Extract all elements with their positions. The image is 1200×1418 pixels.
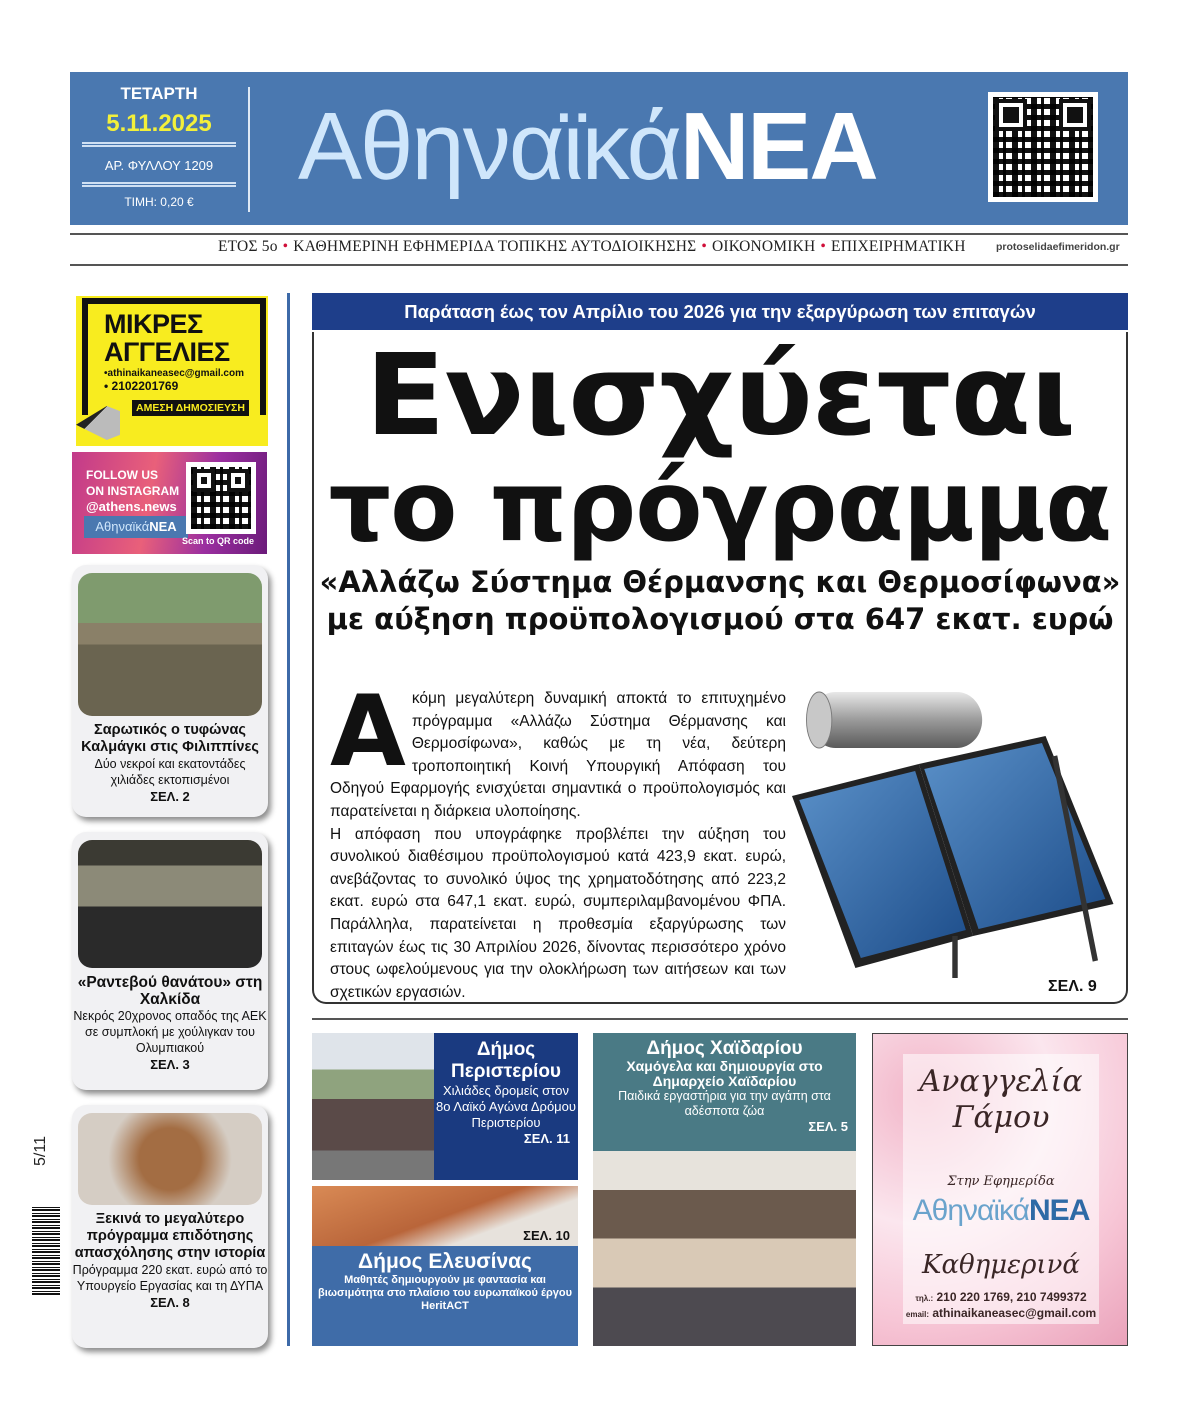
story-title: Δήμος Περιστερίου	[451, 1039, 561, 1082]
story-photo	[78, 1113, 262, 1205]
lead-body	[330, 675, 786, 1004]
story-summary: Δύο νεκροί και εκατοντάδες χιλιάδες εκτοπισμένοι	[94, 757, 246, 787]
source-watermark: protoselidaefimeridon.gr	[996, 241, 1120, 253]
scan-label: Scan to QR code	[182, 536, 255, 546]
page-ref: ΣΕΛ. 5	[808, 1119, 848, 1134]
story-summary: Χιλιάδες δρομείς στον 8ο Λαϊκό Αγώνα Δρόμου Περιστερίου	[435, 1083, 577, 1130]
sheet-number: ΑΡ. ΦΥΛΛΟΥ 1209	[104, 158, 214, 173]
solar-water-heater-image	[792, 686, 1118, 978]
divider	[70, 264, 1128, 266]
page-ref: ΣΕΛ. 10	[523, 1228, 570, 1243]
story-box	[312, 1246, 578, 1346]
ad-contact: •athinaikaneasec@gmail.com • 2102201769	[104, 368, 244, 393]
tagline: ΕΤΟΣ 5ο • ΚΑΘΗΜΕΡΙΝΗ ΕΦΗΜΕΡΙΔΑ ΤΟΠΙΚΗΣ ΑΥΤΟΔΙΟΙΚΗΣΗΣ • ΟΙΚΟΝΟΜΙΚΗ • ΕΠΙΧΕΙΡΗΜΑΤΙΚΗ	[218, 238, 966, 255]
side-story[interactable]	[72, 565, 268, 817]
story-photo	[593, 1151, 856, 1346]
story-photo	[78, 840, 262, 968]
newspaper-logo: ΑθηναϊκάΝΕΑ	[912, 1194, 1090, 1227]
lead-subhead: «Αλλάζω Σύστημα Θέρμανσης και Θερμοσίφωνα» με αύξηση προϋπολογισμού στα 647 εκατ. ευρώ	[319, 565, 1121, 636]
story-photo	[78, 573, 262, 716]
page-ref: ΣΕΛ. 2	[150, 789, 190, 804]
lead-headline: Ενισχύεται	[365, 331, 1075, 461]
ad-title: ΜΙΚΡΕΣ ΑΓΓΕΛΙΕΣ	[104, 309, 230, 367]
newspaper-logo[interactable]	[298, 82, 877, 212]
story-peristeri[interactable]	[312, 1033, 578, 1180]
page-ref: ΣΕΛ. 9	[1048, 978, 1097, 995]
tagline-item: ΟΙΚΟΝΟΜΙΚΗ	[712, 238, 816, 255]
spine-date: 5/11	[31, 1136, 49, 1166]
story-title: «Ραντεβού θανάτου» στη Χαλκίδα	[77, 974, 263, 1008]
page-ref: ΣΕΛ. 8	[150, 1295, 190, 1310]
page-ref: ΣΕΛ. 11	[523, 1131, 570, 1146]
divider	[248, 87, 250, 212]
story-photo	[312, 1033, 434, 1180]
divider	[82, 142, 236, 147]
story-summary: Παιδικά εργαστήρια για την αγάπη στα αδέσποτα ζώα	[618, 1089, 831, 1118]
divider	[312, 1018, 1128, 1020]
story-box	[593, 1033, 856, 1151]
classifieds-ad[interactable]	[76, 296, 268, 446]
story-title: Δήμος Χαϊδαρίου	[646, 1038, 803, 1059]
ad-subtitle: Στην Εφημερίδα	[947, 1174, 1055, 1189]
instagram-ad[interactable]	[72, 452, 267, 554]
barcode-icon	[32, 1205, 60, 1295]
story-title: Σαρωτικός ο τυφώνας Καλμάγκι στις Φιλιππίνες	[81, 722, 259, 755]
issue-price: ΤΙΜΗ: 0,20 €	[124, 195, 194, 209]
issue-date: 5.11.2025	[106, 110, 212, 137]
story-summary: Νεκρός 20χρονος οπαδός της ΑΕΚ σε συμπλοκή με χούλιγκαν του Ολυμπιακού	[73, 1009, 267, 1055]
drop-cap: Α	[330, 675, 406, 789]
story-eleusis[interactable]	[312, 1186, 578, 1346]
side-story[interactable]	[72, 832, 268, 1090]
tagline-item: ΕΠΙΧΕΙΡΗΜΑΤΙΚΗ	[831, 238, 966, 255]
tank	[810, 692, 982, 748]
qr-code-icon[interactable]	[988, 92, 1098, 202]
story-subtitle: Χαμόγελα και δημιουργία στο Δημαρχείο Χαϊδαρίου	[626, 1058, 823, 1089]
lead-kicker: Παράταση έως τον Απρίλιο του 2026 για την εξαργύρωση των επιταγών	[312, 293, 1128, 330]
instagram-text: FOLLOW US ON INSTAGRAM @athens.news	[86, 468, 180, 514]
logo-light-text: Αθηναϊκά	[298, 93, 680, 200]
body-paragraph: Η απόφαση που υπογράφηκε προβλέπει την αύξηση του συνολικού διαθέσιμου προϋπολογισμού κατά 423,9 εκατ. ευρώ, ανεβάζοντας το συνολικό ύψος της χρηματοδότησης από 223,2 εκατ. ευρώ στα 647,1 εκατ. ευρώ, συμπεριλαμβανομένου ΦΠΑ. Παράλληλα, παρατείνεται η προθεσμία εξαργύρωσης των επιταγών έως τις 30 Απριλίου 2026, δίνοντας περισσότερο χρόνο στους ωφελούμενους για την ολοκλήρωση των αιτήσεων και των σχετικών εργασιών.	[330, 825, 786, 1001]
story-box	[434, 1033, 578, 1180]
column-divider	[287, 293, 290, 1346]
ad-badge: ΑΜΕΣΗ ΔΗΜΟΣΙΕΥΣΗ	[132, 400, 249, 416]
story-summary: Μαθητές δημιουργούν με φαντασία και βιωσιμότητα στο πλαίσιο του ευρωπαϊκού έργου HeritACT	[318, 1274, 572, 1312]
wedding-announcement-ad[interactable]	[872, 1033, 1128, 1346]
lead-headline-2: το πρόγραμμα	[328, 450, 1112, 564]
newspaper-logo: ΑθηναϊκάΝΕΑ	[84, 516, 188, 538]
side-story[interactable]	[72, 1105, 268, 1348]
story-chaidari[interactable]	[593, 1033, 856, 1346]
tagline-item: ΕΤΟΣ 5ο	[218, 238, 278, 255]
masthead	[70, 72, 1128, 225]
story-summary: Πρόγραμμα 220 εκατ. ευρώ από το Υπουργείο Εργασίας και τη ΔΥΠΑ	[72, 1263, 268, 1293]
story-title: Ξεκινά το μεγαλύτερο πρόγραμμα επιδότησης απασχόλησης στην ιστορία	[74, 1211, 266, 1261]
ad-contact: τηλ.: 210 220 1769, 210 7499372 email: athinaikaneasec@gmail.com	[905, 1290, 1097, 1320]
qr-code-icon[interactable]	[186, 462, 256, 534]
issue-day: ΤΕΤΑΡΤΗ	[120, 84, 198, 103]
ad-daily: Καθημερινά	[922, 1250, 1080, 1280]
page-ref: ΣΕΛ. 3	[150, 1057, 190, 1072]
divider	[82, 182, 236, 187]
story-title: Δήμος Ελευσίνας	[358, 1250, 532, 1273]
tagline-item: ΚΑΘΗΜΕΡΙΝΗ ΕΦΗΜΕΡΙΔΑ ΤΟΠΙΚΗΣ ΑΥΤΟΔΙΟΙΚΗΣΗΣ	[293, 238, 697, 255]
divider	[70, 233, 1128, 235]
tank-cap	[806, 692, 831, 748]
ad-title: Αναγγελία Γάμου	[919, 1064, 1083, 1135]
body-paragraph: κόμη μεγαλύτερη δυναμική αποκτά το επιτυχημένο πρόγραμμα «Αλλάζω Σύστημα Θέρμανσης και Θερμοσίφωνα», καθώς με τη νέα, δεύτερη τροποποιητική Κοινή Υπουργική Απόφαση του Οδηγού Εφαρμογής ενισχύεται σημαντικά ο προϋπολογισμός και παρατείνεται η διάρκεια υλοποίησης.	[330, 690, 786, 820]
logo-bold-text: ΝΕΑ	[679, 93, 877, 200]
